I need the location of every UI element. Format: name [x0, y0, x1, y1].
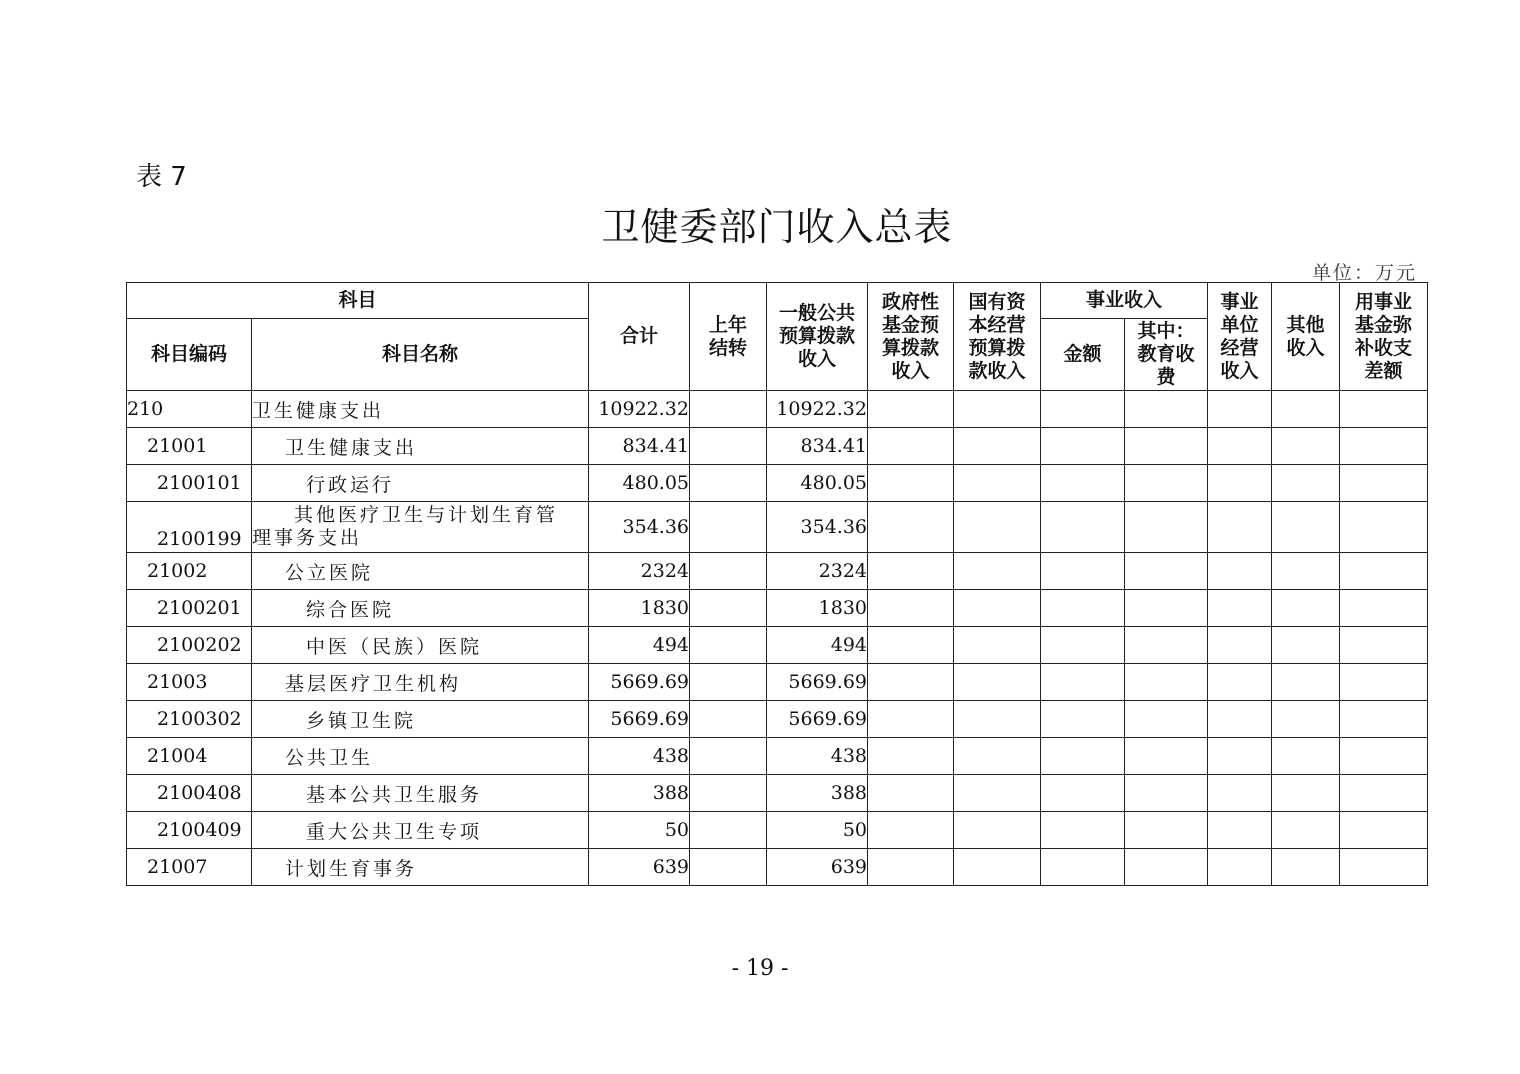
- row-code: 21007: [127, 849, 252, 886]
- row-name: 其他医疗卫生与计划生育管 理事务支出: [252, 502, 589, 553]
- row-code: 2100302: [127, 701, 252, 738]
- row-code: 21003: [127, 664, 252, 701]
- page-title: 卫健委部门收入总表: [601, 205, 953, 249]
- row-name: 卫生健康支出: [252, 391, 589, 428]
- row-code: 210: [127, 391, 252, 428]
- row-total: 480.05: [589, 465, 690, 502]
- row-name: 中医（民族）医院: [252, 627, 589, 664]
- row-total: 639: [589, 849, 690, 886]
- row-total: 1830: [589, 590, 690, 627]
- row-general: 639: [767, 849, 868, 886]
- row-total: 354.36: [589, 502, 690, 553]
- row-general: 10922.32: [767, 391, 868, 428]
- row-code: 21004: [127, 738, 252, 775]
- table-row: [127, 664, 1428, 701]
- row-total: 2324: [589, 553, 690, 590]
- row-general: 5669.69: [767, 664, 868, 701]
- header-fund-balance: 用事业基金弥补收支差额: [1340, 283, 1428, 391]
- row-code: 2100409: [127, 812, 252, 849]
- row-total: 5669.69: [589, 701, 690, 738]
- row-general: 480.05: [767, 465, 868, 502]
- row-total: 10922.32: [589, 391, 690, 428]
- header-subject-name: 科目名称: [252, 319, 589, 391]
- row-general: 354.36: [767, 502, 868, 553]
- row-general: 834.41: [767, 428, 868, 465]
- table-row: [127, 701, 1428, 738]
- header-carryover: 上年结转: [690, 283, 767, 391]
- header-state-capital: 国有资本经营预算拨款收入: [954, 283, 1041, 391]
- table-row: [127, 775, 1428, 812]
- row-total: 438: [589, 738, 690, 775]
- row-general: 494: [767, 627, 868, 664]
- row-general: 438: [767, 738, 868, 775]
- row-name: 基层医疗卫生机构: [252, 664, 589, 701]
- row-general: 5669.69: [767, 701, 868, 738]
- row-code: 21001: [127, 428, 252, 465]
- income-table: [126, 282, 1428, 886]
- row-code: 2100101: [127, 465, 252, 502]
- table-row: [127, 849, 1428, 886]
- row-code: 2100201: [127, 590, 252, 627]
- header-general-budget: 一般公共预算拨款收入: [767, 283, 868, 391]
- table-row: [127, 502, 1428, 553]
- header-subject: 科目: [127, 283, 589, 319]
- header-gov-fund: 政府性基金预算拨款收入: [868, 283, 954, 391]
- table-row: [127, 738, 1428, 775]
- table-row: [127, 553, 1428, 590]
- row-name: 卫生健康支出: [252, 428, 589, 465]
- row-code: 2100199: [127, 502, 252, 553]
- row-name: 行政运行: [252, 465, 589, 502]
- table-row: [127, 391, 1428, 428]
- table-label: 表 7: [136, 162, 187, 192]
- table-row: [127, 812, 1428, 849]
- row-total: 834.41: [589, 428, 690, 465]
- row-name: 重大公共卫生专项: [252, 812, 589, 849]
- row-name: 公立医院: [252, 553, 589, 590]
- row-total: 50: [589, 812, 690, 849]
- row-general: 2324: [767, 553, 868, 590]
- row-name: 公共卫生: [252, 738, 589, 775]
- row-general: 388: [767, 775, 868, 812]
- table-row: [127, 627, 1428, 664]
- unit-label: 单位：万元: [1311, 262, 1417, 284]
- row-code: 21002: [127, 553, 252, 590]
- row-total: 388: [589, 775, 690, 812]
- row-total: 494: [589, 627, 690, 664]
- row-code: 2100202: [127, 627, 252, 664]
- row-name: 基本公共卫生服务: [252, 775, 589, 812]
- page-number: - 19 -: [731, 956, 789, 981]
- header-amount: 金额: [1041, 319, 1125, 391]
- row-general: 1830: [767, 590, 868, 627]
- row-total: 5669.69: [589, 664, 690, 701]
- row-name: 计划生育事务: [252, 849, 589, 886]
- header-education-fee: 其中：教育收费: [1125, 319, 1208, 391]
- row-code: 2100408: [127, 775, 252, 812]
- row-name: 乡镇卫生院: [252, 701, 589, 738]
- header-total: 合计: [589, 283, 690, 391]
- header-subject-code: 科目编码: [127, 319, 252, 391]
- table-row: [127, 428, 1428, 465]
- header-business-income: 事业收入: [1041, 283, 1208, 319]
- header-unit-operating: 事业单位经营收入: [1208, 283, 1272, 391]
- table-row: [127, 465, 1428, 502]
- row-general: 50: [767, 812, 868, 849]
- row-name: 综合医院: [252, 590, 589, 627]
- header-other-income: 其他收入: [1272, 283, 1340, 391]
- table-row: [127, 590, 1428, 627]
